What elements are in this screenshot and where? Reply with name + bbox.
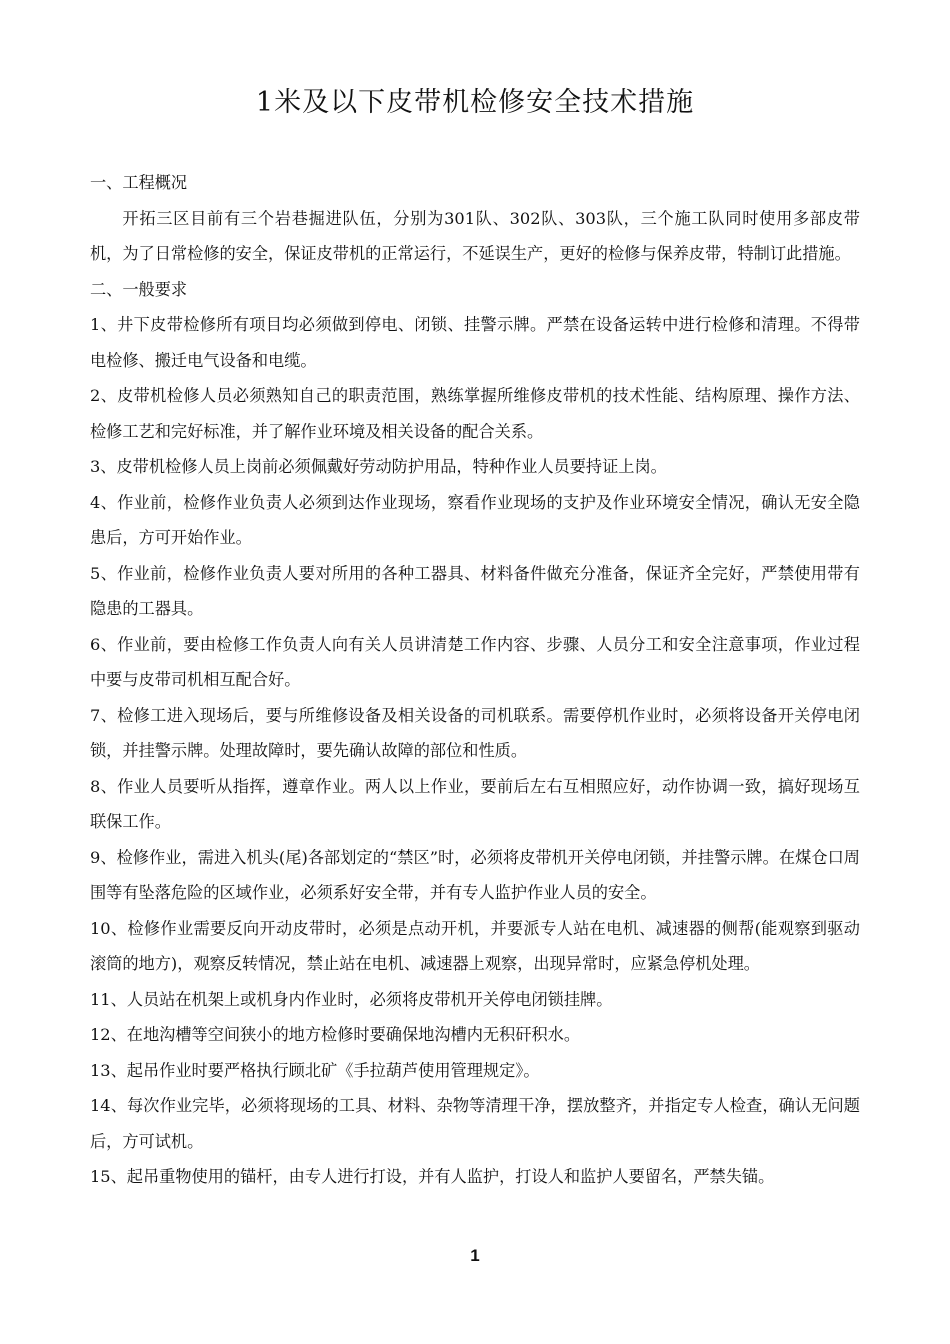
requirement-item-7: 7、检修工进入现场后，要与所维修设备及相关设备的司机联系。需要停机作业时，必须将设备开关停电闭锁，并挂警示牌。处理故障时，要先确认故障的部位和性质。: [90, 705, 860, 760]
requirement-item-8: 8、作业人员要听从指挥，遵章作业。两人以上作业，要前后左右互相照应好，动作协调一致，搞好现场互联保工作。: [90, 776, 860, 831]
requirement-item-2: 2、皮带机检修人员必须熟知自己的职责范围，熟练掌握所维修皮带机的技术性能、结构原理、操作方法、检修工艺和完好标准，并了解作业环境及相关设备的配合关系。: [90, 386, 860, 441]
requirement-item-14: 14、每次作业完毕，必须将现场的工具、材料、杂物等清理干净，摆放整齐，并指定专人检查，确认无问题后，方可试机。: [90, 1096, 860, 1151]
section-heading-general: 二、一般要求: [90, 279, 188, 299]
requirement-item-10: 10、检修作业需要反向开动皮带时，必须是点动开机，并要派专人站在电机、减速器的侧帮(能观察到驱动滚筒的地方)，观察反转情况，禁止站在电机、减速器上观察，出现异常时，应紧急停机处理。: [90, 918, 860, 973]
page-number: 1: [470, 1246, 480, 1265]
requirement-item-6: 6、作业前，要由检修工作负责人向有关人员讲清楚工作内容、步骤、人员分工和安全注意事项，作业过程中要与皮带司机相互配合好。: [90, 634, 860, 689]
document-title: 1米及以下皮带机检修安全技术措施: [255, 87, 695, 118]
requirement-item-15: 15、起吊重物使用的锚杆，由专人进行打设，并有人监护，打设人和监护人要留名，严禁失锚。: [90, 1167, 775, 1186]
overview-paragraph: 开拓三区目前有三个岩巷掘进队伍，分别为301队、302队、303队，三个施工队同时使用多部皮带机，为了日常检修的安全，保证皮带机的正常运行，不延误生产，更好的检修与保养皮带，特制订此措施。: [90, 208, 860, 263]
requirement-item-3: 3、皮带机检修人员上岗前必须佩戴好劳动防护用品，特种作业人员要持证上岗。: [90, 457, 667, 476]
requirement-item-12: 12、在地沟槽等空间狭小的地方检修时要确保地沟槽内无积矸积水。: [90, 1025, 581, 1044]
requirement-item-9: 9、检修作业，需进入机头(尾)各部划定的“禁区”时，必须将皮带机开关停电闭锁，并挂警示牌。在煤仓口周围等有坠落危险的区域作业，必须系好安全带，并有专人监护作业人员的安全。: [90, 847, 860, 902]
requirement-item-13: 13、起吊作业时要严格执行顾北矿《手拉葫芦使用管理规定》。: [90, 1060, 540, 1080]
requirement-item-11: 11、人员站在机架上或机身内作业时，必须将皮带机开关停电闭锁挂牌。: [90, 989, 613, 1009]
requirement-item-4: 4、作业前，检修作业负责人必须到达作业现场，察看作业现场的支护及作业环境安全情况，确认无安全隐患后，方可开始作业。: [90, 492, 860, 547]
requirement-item-5: 5、作业前，检修作业负责人要对所用的各种工器具、材料备件做充分准备，保证齐全完好，严禁使用带有隐患的工器具。: [90, 563, 860, 618]
requirement-item-1: 1、井下皮带检修所有项目均必须做到停电、闭锁、挂警示牌。严禁在设备运转中进行检修和清理。不得带电检修、搬迁电气设备和电缆。: [90, 315, 860, 370]
section-heading-overview: 一、工程概况: [90, 173, 188, 192]
document-body: [90, 165, 860, 1195]
